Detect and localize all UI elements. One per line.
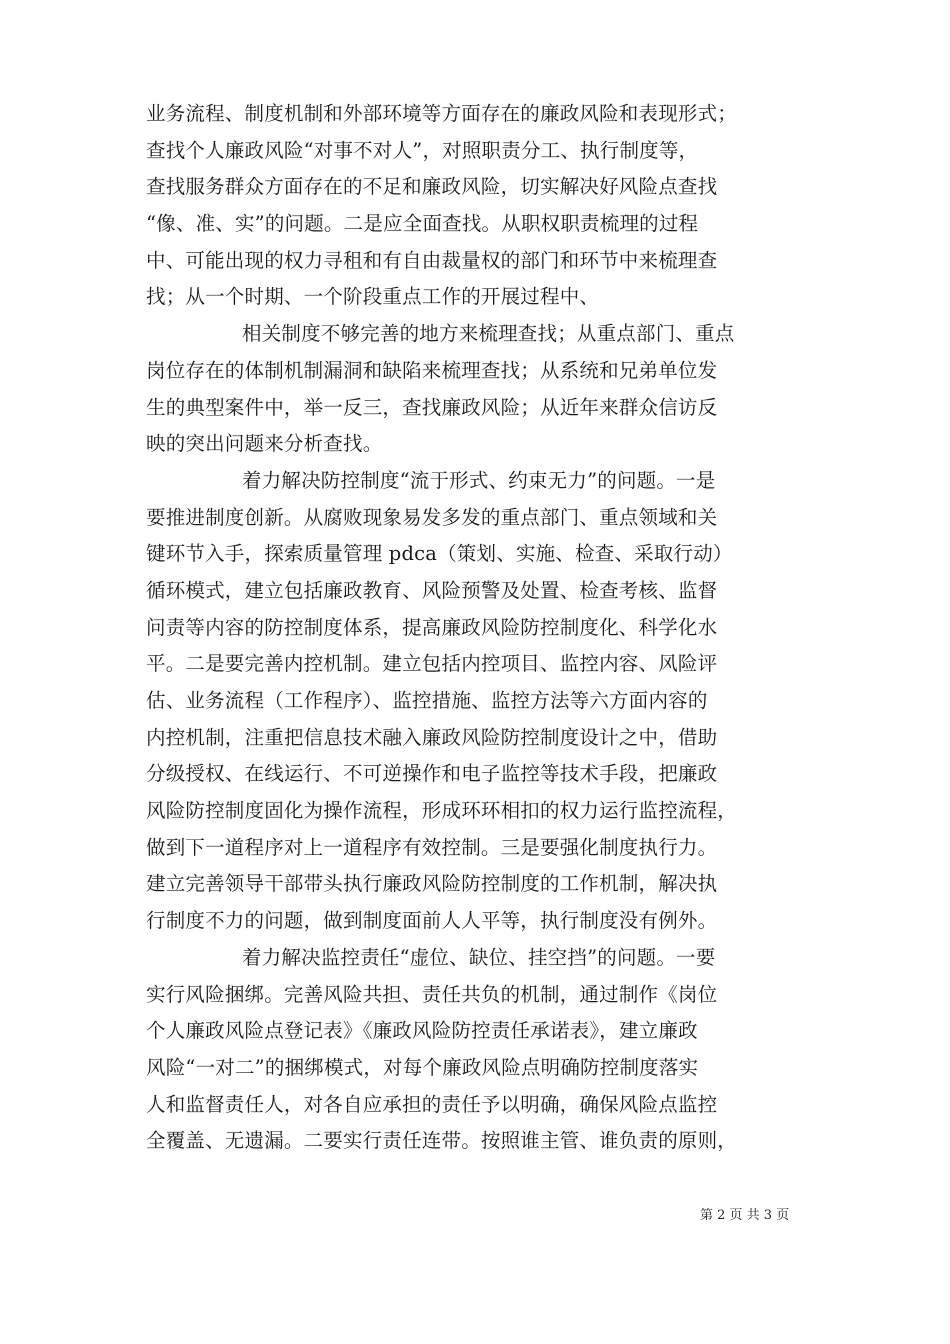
text-line: “像、准、实”的问题。二是应全面查找。从职权职责梳理的过程 [146, 212, 699, 236]
text-line: 人和监督责任人，对各自应承担的责任予以明确，确保风险点监控 [146, 1092, 718, 1116]
text-line: 风险“一对二”的捆绑模式，对每个廉政风险点明确防控制度落实 [146, 1055, 699, 1079]
text-line: 查找个人廉政风险“对事不对人”，对照职责分工、执行制度等， [146, 138, 699, 162]
text-line: 中、可能出现的权力寻租和有自由裁量权的部门和环节中来梳理查 [146, 248, 718, 272]
text-line: 分级授权、在线运行、不可逆操作和电子监控等技术手段，把廉政 [146, 762, 718, 786]
text-line: 映的突出问题来分析查找。 [146, 432, 383, 456]
document-body [146, 96, 826, 1160]
paragraph-start-line: 相关制度不够完善的地方来梳理查找；从重点部门、重点 [242, 322, 735, 346]
text-line: 实行风险捆绑。完善风险共担、责任共负的机制，通过制作《岗位 [146, 982, 718, 1006]
text-line: 要推进制度创新。从腐败现象易发多发的重点部门、重点领域和关 [146, 505, 718, 529]
text-line: 问责等内容的防控制度体系，提高廉政风险防控制度化、科学化水 [146, 615, 718, 639]
text-line: 平。二是要完善内控机制。建立包括内控项目、监控内容、风险评 [146, 652, 718, 676]
text-line: 内控机制，注重把信息技术融入廉政风险防控制度设计之中，借助 [146, 725, 718, 749]
text-line: 业务流程、制度机制和外部环境等方面存在的廉政风险和表现形式； [146, 102, 738, 125]
text-line: 建立完善领导干部带头执行廉政风险防控制度的工作机制，解决执 [146, 872, 718, 896]
text-line: 风险防控制度固化为操作流程，形成环环相扣的权力运行监控流程， [146, 799, 738, 823]
text-line: 生的典型案件中，举一反三，查找廉政风险；从近年来群众信访反 [146, 395, 718, 419]
text-line: 循环模式，建立包括廉政教育、风险预警及处置、检查考核、监督 [146, 578, 718, 602]
text-line: 键环节入手，探索质量管理 pdca（策划、实施、检查、采取行动） [146, 542, 733, 566]
text-line: 查找服务群众方面存在的不足和廉政风险，切实解决好风险点查找 [146, 175, 718, 199]
page-number-footer: 第 2 页 共 3 页 [700, 1208, 790, 1223]
text-line: 全覆盖、无遗漏。二要实行责任连带。按照谁主管、谁负责的原则， [146, 1129, 738, 1153]
text-line: 行制度不力的问题，做到制度面前人人平等，执行制度没有例外。 [146, 909, 718, 933]
text-line: 个人廉政风险点登记表》《廉政风险防控责任承诺表》，建立廉政 [146, 1019, 698, 1043]
text-line: 岗位存在的体制机制漏洞和缺陷来梳理查找；从系统和兄弟单位发 [146, 358, 718, 382]
text-line: 估、业务流程（工作程序）、监控措施、监控方法等六方面内容的 [146, 689, 708, 712]
paragraph-start-line: 着力解决防控制度“流于形式、约束无力”的问题。一是 [242, 468, 716, 492]
text-line: 找；从一个时期、一个阶段重点工作的开展过程中、 [146, 285, 600, 309]
text-line: 做到下一道程序对上一道程序有效控制。三是要强化制度执行力。 [146, 835, 718, 859]
paragraph-start-line: 着力解决监控责任“虚位、缺位、挂空挡”的问题。一要 [242, 945, 716, 969]
